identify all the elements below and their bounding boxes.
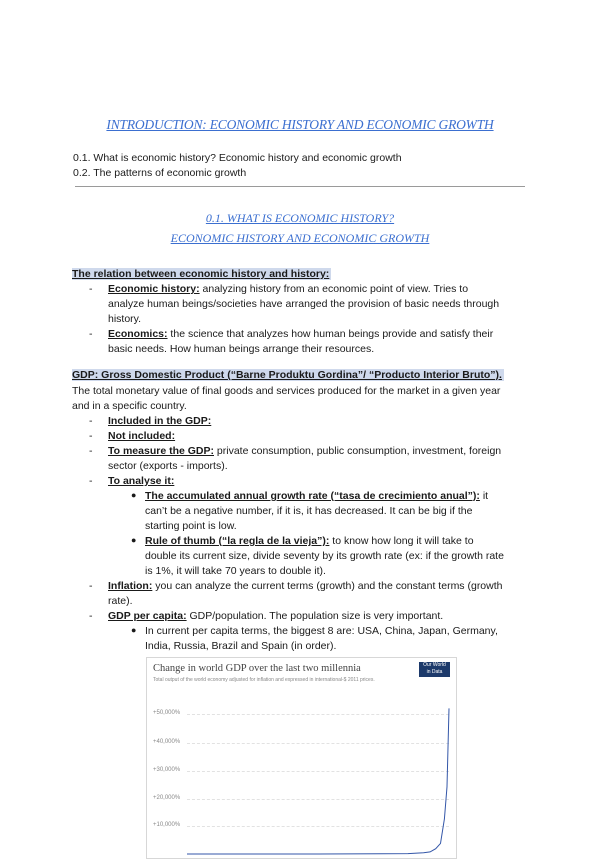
gdp-chart (146, 657, 457, 859)
section-subtitle: ECONOMIC HISTORY AND ECONOMIC GROWTH (170, 231, 430, 245)
owid-logo: Our World in Data (419, 662, 450, 677)
round-bullet: ● (131, 535, 137, 545)
chart-subtitle: Total output of the world economy adjusted for inflation and expressed in international-$ 2011 prices. (153, 677, 375, 683)
y-tick-label: +50,000% (153, 710, 181, 716)
y-tick-label: +40,000% (153, 739, 181, 745)
chart-plot (147, 658, 456, 858)
dash-bullet: - (89, 580, 93, 592)
relation-heading: The relation between economic history and history: (72, 268, 330, 280)
not-included-label: Not included: (108, 430, 176, 442)
table-of-contents (73, 151, 402, 181)
document-title: INTRODUCTION: ECONOMIC HISTORY AND ECONOMIC GROWTH (106, 117, 494, 132)
dash-bullet: - (89, 415, 93, 427)
dash-bullet: - (89, 283, 93, 295)
y-tick-label: +10,000% (153, 822, 181, 828)
dash-bullet: - (89, 328, 93, 340)
list-item: Economic history: analyzing history from an economic point of view. Tries to analyze human beings/societies have arranged the provision of basic needs through history. (108, 283, 500, 325)
y-tick-label: +20,000% (153, 795, 181, 801)
y-tick-label: +30,000% (153, 767, 181, 773)
toc-item[interactable]: 0.1. What is economic history? Economic history and economic growth (73, 152, 402, 164)
list-item: Inflation: you can analyze the current terms (growth) and the constant terms (growth rate). (108, 580, 503, 607)
list-item: In current per capita terms, the biggest 8 are: USA, China, Japan, Germany, India, Russia, Brazil and Spain (in order). (145, 625, 498, 652)
list-item: Rule of thumb (“la regla de la vieja”): to know how long it will take to double its current size, divide seventy by its growth rate (ex: if the growth rate is 1%, it will take 70 years to double it). (145, 535, 504, 577)
gdp-definition: The total monetary value of final goods and services produced for the market in a given year and in a specific country. (72, 385, 501, 412)
toc-item[interactable]: 0.2. The patterns of economic growth (73, 167, 247, 179)
section-title: 0.1. WHAT IS ECONOMIC HISTORY? (205, 211, 395, 225)
chart-title: Change in world GDP over the last two millennia (153, 663, 361, 674)
gdp-heading: GDP: Gross Domestic Product (“Barne Produktu Gordina”/ “Producto Interior Bruto”). (72, 369, 502, 381)
round-bullet: ● (131, 490, 137, 500)
dash-bullet: - (89, 475, 93, 487)
round-bullet: ● (131, 625, 137, 635)
list-item: The accumulated annual growth rate (“tasa de crecimiento anual”): it can’t be a negative number, if it is, it has decreased. It can be big if the starting point is low. (145, 490, 489, 532)
list-item: Economics: the science that analyzes how human beings provide and satisfy their basic needs. How human beings arrange their resources. (108, 328, 494, 355)
dash-bullet: - (89, 445, 93, 457)
analyse-label: To analyse it: (108, 475, 175, 487)
included-label: Included in the GDP: (108, 415, 212, 427)
list-item: To measure the GDP: private consumption, public consumption, investment, foreign sector (exports - imports). (108, 445, 502, 472)
dash-bullet: - (89, 430, 93, 442)
gdp-series-line (187, 708, 449, 854)
list-item: GDP per capita: GDP/population. The population size is very important. (108, 610, 444, 622)
dash-bullet: - (89, 610, 93, 622)
horizontal-divider (75, 186, 525, 187)
